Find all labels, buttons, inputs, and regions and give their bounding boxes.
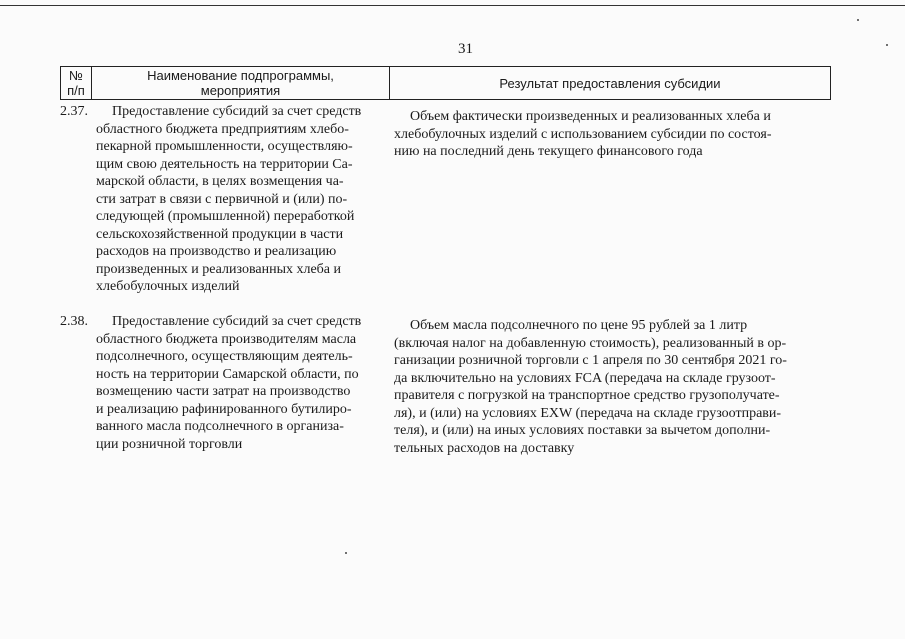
scan-speck xyxy=(857,19,859,21)
row-result-text: Объем масла подсолнечного по цене 95 рублей за 1 литр (включая налог на добавленную стоимость), реализованный в ор- ганизации розничной торговли с 1 апреля по 30 сентября 2021 го- да включительно на условиях FCA (передача на складе грузоот- правителя с погрузкой на транспортное средство грузополучате- ля), и (или) на условиях EXW (передача на складе грузоотправи- теля), и (или) на иных условиях поставки за вычетом дополни- тельных расходов на доставку xyxy=(394,318,787,456)
scan-speck xyxy=(345,552,347,554)
table-header xyxy=(60,66,831,100)
scan-speck xyxy=(886,44,888,46)
row-number: 2.37. xyxy=(60,104,88,119)
scan-top-edge-line xyxy=(0,5,905,6)
row-name-text: Предоставление субсидий за счет средств областного бюджета производителям масла подсолнечного, осуществляющим деятель- ность на территории Самарской области, по возмещению части затрат на производство и реализацию рафинированного бутилиро- ванного масла подсолнечного в организа- ции розничной торговли xyxy=(96,314,362,452)
page-number: 31 xyxy=(458,41,473,57)
header-col-name: Наименование подпрограммы, мероприятия xyxy=(91,67,389,99)
row-name-text: Предоставление субсидий за счет средств областного бюджета предприятиям хлебо- пекарной промышленности, осуществляю- щим свою деятельность на территории Са- марской области, в целях возмещения ча- сти затрат в связи с первичной и (или) по- следующей (промышленной) переработкой сельскохозяйственной продукции в части расходов на производство и реализацию произведенных и реализованных хлеба и хлебобулочных изделий xyxy=(96,104,362,294)
row-result-text: Объем фактически произведенных и реализованных хлеба и хлебобулочных изделий с использованием субсидии по состоя- нию на последний день текущего финансового года xyxy=(394,109,772,159)
row-number: 2.38. xyxy=(60,314,88,329)
header-col-result: Результат предоставления субсидии xyxy=(389,67,830,99)
header-col-number: № п/п xyxy=(67,68,85,98)
